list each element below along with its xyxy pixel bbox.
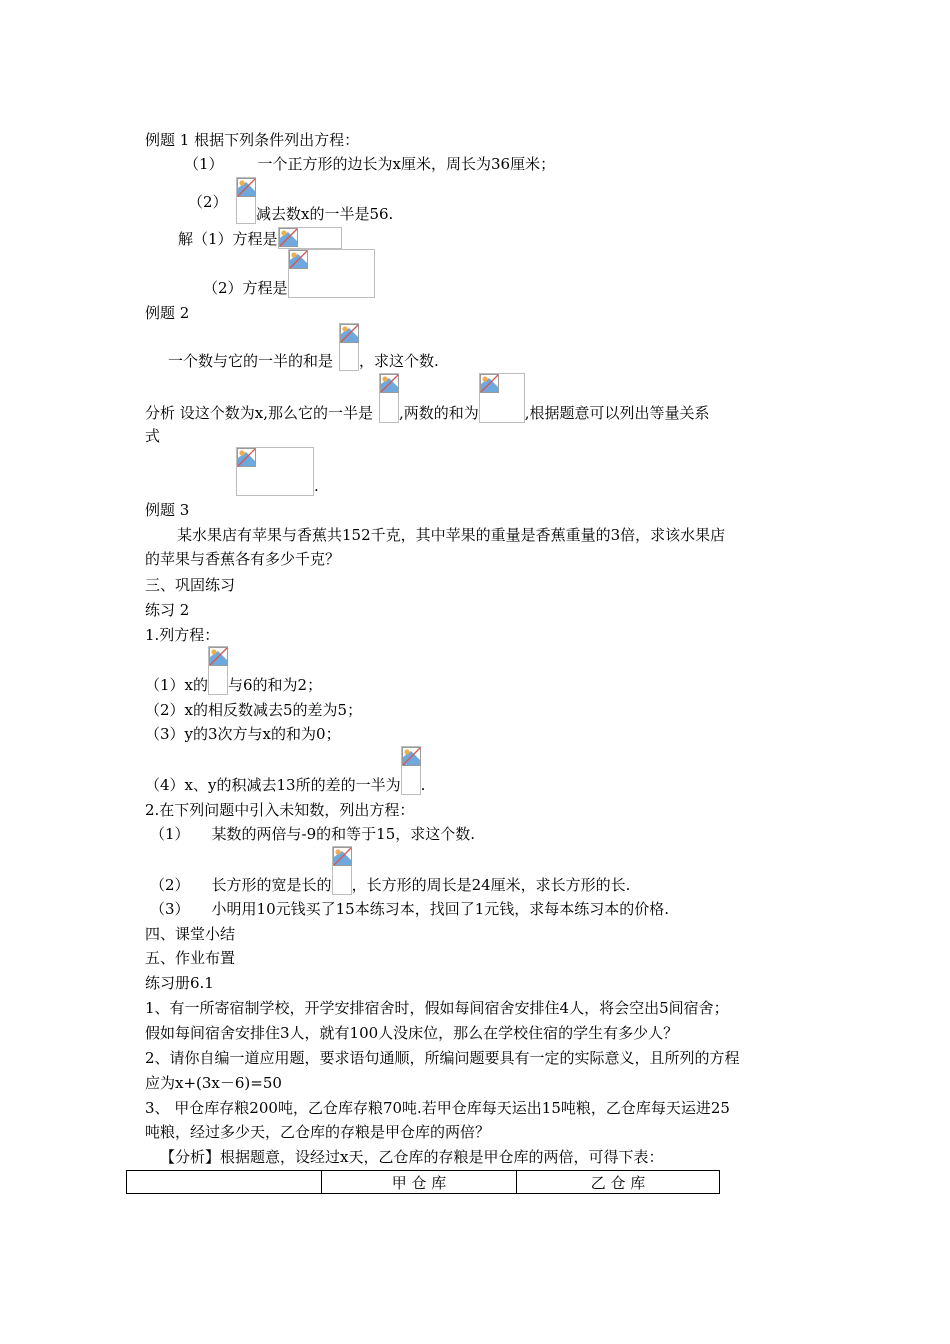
example1-item2-expr xyxy=(236,177,393,224)
question-text: 长方形的宽是长的 xyxy=(211,876,332,894)
table-header-cell: 乙 仓 库 xyxy=(517,1171,720,1194)
formula-image-placeholder xyxy=(278,227,342,249)
practice2-q2-b xyxy=(150,846,630,895)
item-number: （2） xyxy=(188,193,228,211)
question-text: ，长方形的周长是24厘米，求长方形的长. xyxy=(351,876,631,894)
analysis-text: ,两数的和为 xyxy=(399,404,479,422)
homework-q2-line1: 2、请你自编一道应用题，要求语句通顺，所编问题要具有一定的实际意义，且所列的方程 xyxy=(145,1049,740,1067)
question-text: （4）x、y的积减去13所的差的一半为 xyxy=(145,776,401,794)
example3-title: 例题 3 xyxy=(145,501,190,519)
example3-text-line1: 某水果店有苹果与香蕉共152千克，其中苹果的重量是香蕉重量的3倍，求该水果店 xyxy=(177,526,726,544)
item-number: （2） xyxy=(150,876,190,894)
table-header-cell xyxy=(127,1171,322,1194)
item-number: （1） xyxy=(184,155,224,173)
practice2-q1-d xyxy=(145,746,425,795)
question-text: 与6的和为2； xyxy=(228,676,323,694)
broken-image-icon xyxy=(380,374,399,393)
broken-image-icon xyxy=(289,250,308,269)
item-text: 减去数x的一半是56. xyxy=(256,205,394,223)
item-number: （1） xyxy=(150,825,190,843)
section-5-heading: 五、作业布置 xyxy=(145,949,236,967)
practice2-title: 练习 2 xyxy=(145,601,190,619)
solution-label: 解（1）方程是 xyxy=(178,230,278,248)
example1-solution2 xyxy=(203,249,375,298)
formula-image-placeholder xyxy=(236,177,256,224)
example2-title: 例题 2 xyxy=(145,304,190,322)
practice2-q2-c xyxy=(150,899,669,919)
example3-text-line2: 的苹果与香蕉各有多少千克？ xyxy=(145,550,341,568)
broken-image-icon xyxy=(402,747,421,766)
question-text: 小明用10元钱买了15本练习本，找回了1元钱，求每本练习本的价格. xyxy=(211,900,670,918)
section-4-heading: 四、课堂小结 xyxy=(145,925,236,943)
table-header-cell: 甲 仓 库 xyxy=(322,1171,517,1194)
formula-image-placeholder xyxy=(401,746,421,795)
question-text: 某数的两倍与-9的和等于15，求这个数. xyxy=(211,825,476,843)
solution-label: （2）方程是 xyxy=(203,279,288,297)
section-3-heading: 三、巩固练习 xyxy=(145,576,236,594)
question-text: （1）x的 xyxy=(145,676,209,694)
practice2-q1-a xyxy=(145,646,322,695)
example1-title: 例题 1 根据下列条件列出方程： xyxy=(145,131,360,149)
example1-item2 xyxy=(188,192,228,212)
formula-image-placeholder xyxy=(379,373,399,423)
formula-image-placeholder xyxy=(208,646,228,695)
broken-image-icon xyxy=(480,374,499,393)
item-number: （3） xyxy=(150,900,190,918)
broken-image-icon xyxy=(237,178,256,197)
broken-image-icon xyxy=(340,324,359,343)
question-text: 一个数与它的一半的和是 xyxy=(168,352,334,370)
item-text: 一个正方形的边长为x厘米，周长为36厘米； xyxy=(257,155,556,173)
formula-image-placeholder xyxy=(479,373,525,423)
homework-q3-line1: 3、 甲仓库存粮200吨，乙仓库存粮70吨.若甲仓库每天运出15吨粮，乙仓库每天运进25 xyxy=(145,1099,730,1117)
analysis-text: ,根据题意可以列出等量关系 xyxy=(524,404,710,422)
practice2-q1-b: （2）x的相反数减去5的差为5； xyxy=(145,701,363,719)
example1-item1 xyxy=(184,154,555,174)
example1-solution1 xyxy=(178,227,342,249)
practice2-q1-c: （3）y的3次方与x的和为0； xyxy=(145,725,341,743)
example2-question xyxy=(168,323,439,371)
question-text: ，求这个数. xyxy=(359,352,439,370)
homework-q1-line1: 1、有一所寄宿制学校，开学安排宿舍时，假如每间宿舍安排住4人，将会空出5间宿舍； xyxy=(145,999,729,1017)
warehouse-table xyxy=(126,1170,720,1194)
analysis-text: 分析 设这个数为x,那么它的一半是 xyxy=(145,404,373,422)
broken-image-icon xyxy=(237,448,256,467)
practice2-q2-a xyxy=(150,824,475,844)
homework-q3-line2: 吨粮，经过多少天，乙仓库的存粮是甲仓库的两倍？ xyxy=(145,1123,491,1141)
homework-title: 练习册6.1 xyxy=(145,974,214,992)
homework-q1-line2: 假如每间宿舍安排住3人，就有100人没床位，那么在学校住宿的学生有多少人？ xyxy=(145,1024,679,1042)
table-header-row xyxy=(127,1171,720,1194)
practice2-q1-title: 1.列方程： xyxy=(145,626,220,644)
formula-image-placeholder xyxy=(332,846,352,895)
broken-image-icon xyxy=(333,847,352,866)
formula-image-placeholder xyxy=(288,249,375,298)
example2-analysis-cont: 式 xyxy=(145,427,161,445)
period: . xyxy=(420,776,426,794)
broken-image-icon xyxy=(279,228,298,247)
period: . xyxy=(314,477,319,495)
example2-analysis xyxy=(145,373,710,423)
homework-analysis: 【分析】根据题意，设经过x天，乙仓库的存粮是甲仓库的两倍，可得下表： xyxy=(160,1148,664,1166)
formula-image-placeholder xyxy=(339,323,359,371)
broken-image-icon xyxy=(209,647,228,666)
formula-image-placeholder xyxy=(236,447,314,496)
practice2-q2-title: 2.在下列问题中引入未知数，列出方程： xyxy=(145,801,415,819)
example2-equation xyxy=(236,447,319,496)
homework-q2-line2: 应为x+(3x－6)=50 xyxy=(145,1074,282,1092)
